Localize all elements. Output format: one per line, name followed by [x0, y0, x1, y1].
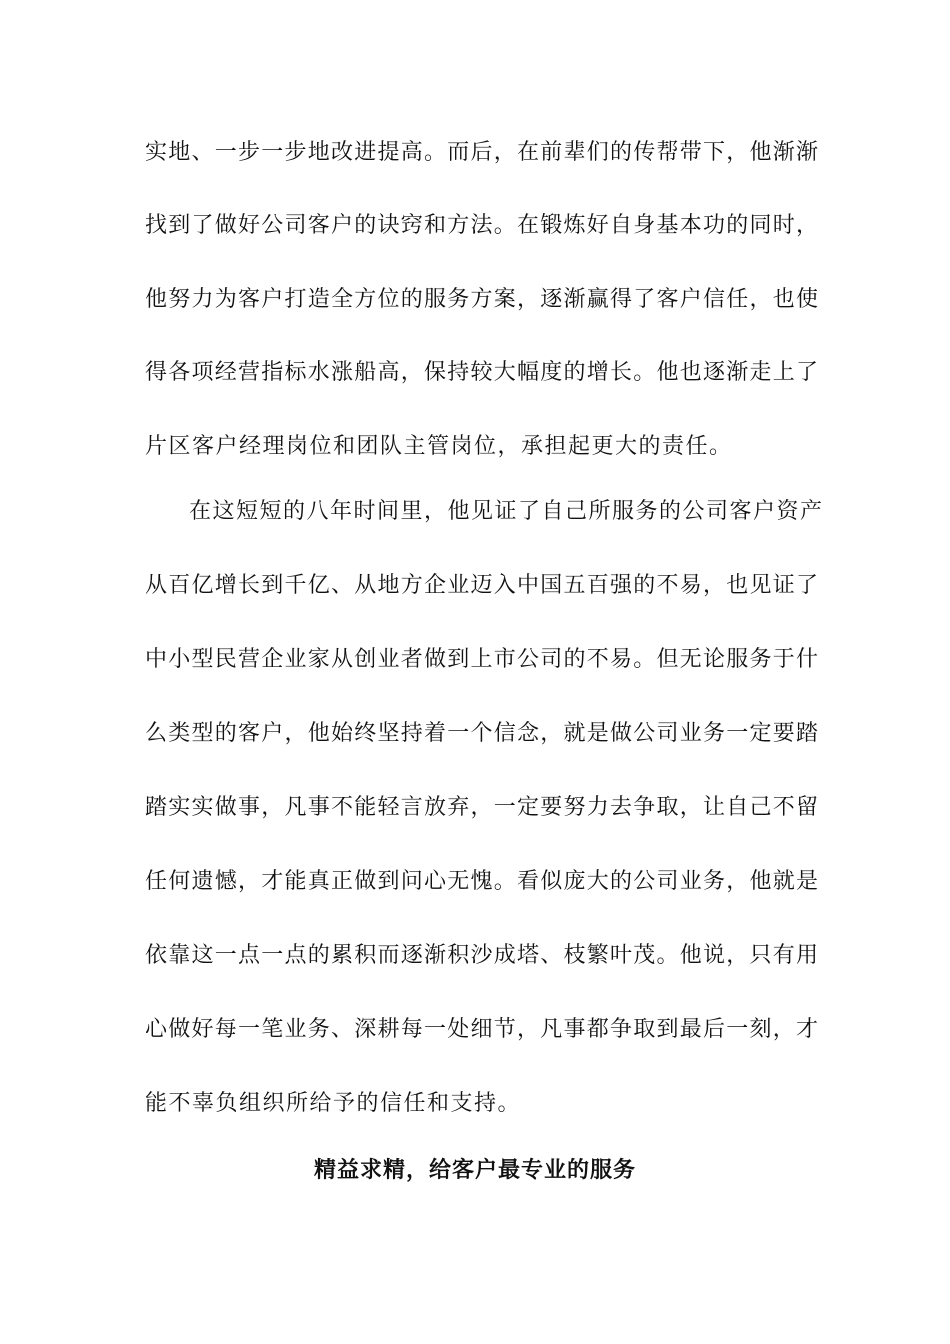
- paragraph-1-line-5: 片区客户经理岗位和团队主管岗位，承担起更大的责任。: [145, 434, 733, 459]
- section-heading: 精益求精，给客户最专业的服务: [313, 1157, 636, 1183]
- paragraph-2-line-6: 任何遗憾，才能真正做到问心无愧。看似庞大的公司业务，他就是: [145, 869, 820, 894]
- paragraph-2-line-4: 么类型的客户，他始终坚持着一个信念，就是做公司业务一定要踏: [145, 721, 820, 746]
- paragraph-2-line-1: 在这短短的八年时间里，他见证了自己所服务的公司客户资产: [189, 499, 824, 524]
- paragraph-2-line-9: 能不辜负组织所给予的信任和支持。: [145, 1091, 522, 1116]
- paragraph-1-line-1: 实地、一步一步地改进提高。而后，在前辈们的传帮带下，他渐渐: [145, 140, 820, 165]
- paragraph-1-line-2: 找到了做好公司客户的诀窍和方法。在锻炼好自身基本功的同时，: [145, 213, 820, 238]
- paragraph-2-line-2: 从百亿增长到千亿、从地方企业迈入中国五百强的不易，也见证了: [145, 573, 820, 598]
- paragraph-2-line-3: 中小型民营企业家从创业者做到上市公司的不易。但无论服务于什: [145, 647, 820, 672]
- paragraph-1-line-3: 他努力为客户打造全方位的服务方案，逐渐赢得了客户信任，也使: [145, 287, 820, 312]
- paragraph-2-line-7: 依靠这一点一点的累积而逐渐积沙成塔、枝繁叶茂。他说，只有用: [145, 943, 820, 968]
- paragraph-2-line-8: 心做好每一笔业务、深耕每一处细节，凡事都争取到最后一刻，才: [145, 1017, 820, 1042]
- paragraph-1-line-4: 得各项经营指标水涨船高，保持较大幅度的增长。他也逐渐走上了: [145, 360, 820, 385]
- paragraph-2-line-5: 踏实实做事，凡事不能轻言放弃，一定要努力去争取，让自己不留: [145, 795, 820, 820]
